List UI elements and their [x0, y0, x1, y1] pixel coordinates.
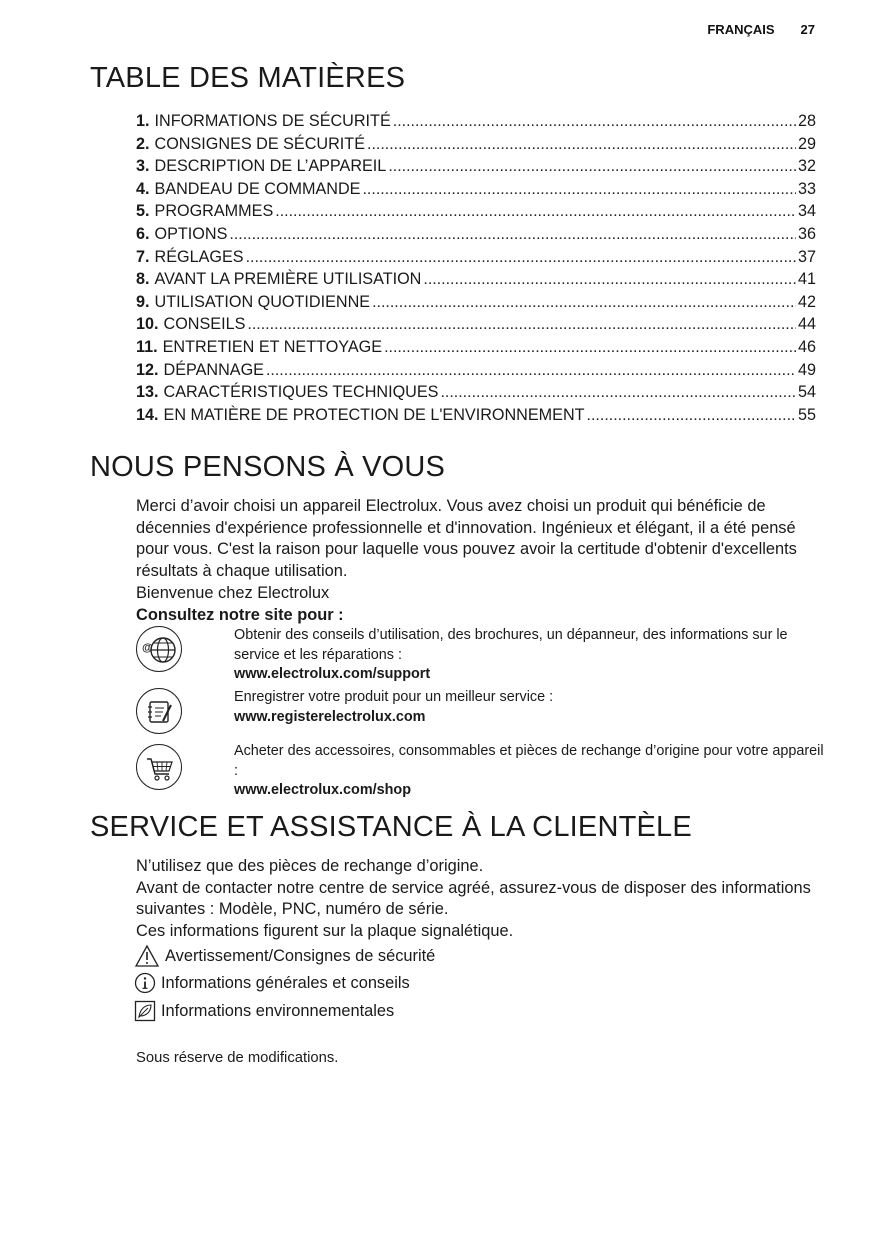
toc-entry[interactable] — [136, 200, 816, 223]
page-header — [707, 22, 815, 37]
shop-link-description: Acheter des accessoires, consommables et pièces de rechange d’origine pour votre appareil : — [234, 743, 824, 779]
toc-entry-number: 14. — [136, 405, 159, 424]
toc-entry[interactable] — [136, 268, 816, 291]
toc-entry-number: 1. — [136, 112, 150, 130]
support-link-url[interactable]: www.electrolux.com/support — [234, 666, 431, 682]
section-title-thinking: NOUS PENSONS À VOUS — [90, 451, 446, 483]
toc-leader — [362, 179, 796, 202]
toc-entry-page: 54 — [797, 383, 816, 402]
environment-leaf-icon — [134, 1000, 156, 1022]
toc-leader — [587, 405, 796, 428]
toc-entry-page: 36 — [797, 224, 816, 243]
svg-text:@: @ — [142, 642, 153, 654]
legend-info-label: Informations générales et conseils — [161, 973, 410, 992]
intro-paragraph: Merci d’avoir choisi un appareil Electrolux. Vous avez choisi un produit qui bénéficie de décennies d'expérience professionnelle et d'innovation. Ingénieux et élégant, il a été pensé pour vous. C'est la raison pour laquelle vous pouvez avoir la certitude d'obtenir d'excellents résultats à chaque utilisation. — [136, 497, 797, 581]
toc-entry-number: 10. — [136, 315, 159, 334]
legend-warning — [134, 944, 634, 968]
register-link-url[interactable]: www.registerelectrolux.com — [234, 708, 426, 725]
support-link-description: Obtenir des conseils d’utilisation, des brochures, un dépanneur, des informations sur le service et les réparations : — [234, 627, 788, 663]
toc-entry-number: 2. — [136, 134, 150, 153]
toc-entry[interactable] — [136, 223, 816, 246]
page-number: 27 — [800, 22, 815, 37]
toc-entry-page: 32 — [797, 157, 816, 176]
intro-text — [136, 496, 826, 626]
toc-entry-number: 5. — [136, 202, 150, 221]
toc-entry-label: DÉPANNAGE — [163, 360, 264, 379]
toc-leader — [393, 111, 796, 134]
toc-entry-label: RÉGLAGES — [154, 247, 244, 266]
toc-entry[interactable] — [136, 246, 816, 269]
toc-entry-label: AVANT LA PREMIÈRE UTILISATION — [154, 270, 422, 289]
toc-entry[interactable] — [136, 110, 816, 133]
toc-entry[interactable] — [136, 404, 816, 427]
toc-entry-page: 29 — [797, 134, 816, 153]
modification-note: Sous réserve de modifications. — [136, 1050, 339, 1066]
toc-leader — [384, 337, 796, 360]
toc-entry-page: 44 — [797, 315, 816, 334]
toc-leader — [266, 360, 796, 383]
toc-entry-number: 4. — [136, 179, 150, 198]
toc-entry[interactable] — [136, 133, 816, 156]
toc-entry-number: 11. — [136, 337, 158, 356]
toc-leader — [440, 382, 796, 405]
toc-entry-page: 55 — [797, 405, 816, 424]
info-icon — [134, 972, 156, 994]
legend-environment-label: Informations environnementales — [161, 1001, 395, 1020]
toc-entry[interactable] — [136, 291, 816, 314]
legend-warning-label: Avertissement/Consignes de sécurité — [165, 946, 436, 965]
legend-info — [134, 972, 634, 994]
toc-entry-page: 41 — [797, 270, 816, 289]
toc-leader — [246, 247, 796, 270]
service-line-parts: N’utilisez que des pièces de rechange d’origine. — [136, 857, 484, 875]
toc-entry-label: DESCRIPTION DE L’APPAREIL — [154, 157, 387, 176]
toc-entry-label: CARACTÉRISTIQUES TECHNIQUES — [163, 383, 439, 402]
toc-entry-label: UTILISATION QUOTIDIENNE — [154, 292, 371, 311]
toc-entry[interactable] — [136, 155, 816, 178]
toc-leader — [229, 224, 796, 247]
section-title-service: SERVICE ET ASSISTANCE À LA CLIENTÈLE — [90, 811, 692, 843]
web-globe-icon — [136, 626, 182, 672]
toc-entry[interactable] — [136, 178, 816, 201]
toc-entry[interactable] — [136, 336, 816, 359]
toc-entry-page: 28 — [797, 112, 816, 130]
register-link-description: Enregistrer votre produit pour un meilleur service : — [234, 689, 554, 705]
toc-entry-number: 13. — [136, 383, 159, 402]
toc-leader — [367, 134, 796, 157]
toc-entry[interactable] — [136, 381, 816, 404]
toc-entry[interactable] — [136, 313, 816, 336]
toc-entry[interactable] — [136, 359, 816, 382]
toc-entry-label: INFORMATIONS DE SÉCURITÉ — [154, 112, 391, 130]
toc-leader — [275, 201, 796, 224]
language-label: FRANÇAIS — [707, 22, 775, 37]
toc-entry-number: 3. — [136, 157, 150, 176]
welcome-line: Bienvenue chez Electrolux — [136, 583, 330, 602]
toc-entry-page: 34 — [797, 202, 816, 221]
toc-entry-label: PROGRAMMES — [154, 202, 274, 221]
shopping-cart-icon — [136, 744, 182, 790]
toc-entry-number: 8. — [136, 270, 150, 289]
table-of-contents — [136, 110, 816, 426]
register-product-icon — [136, 688, 182, 734]
toc-leader — [423, 269, 796, 292]
toc-entry-number: 6. — [136, 224, 150, 243]
toc-entry-page: 37 — [797, 247, 816, 266]
toc-entry-label: CONSEILS — [163, 315, 246, 334]
toc-entry-number: 9. — [136, 292, 150, 311]
toc-entry-label: ENTRETIEN ET NETTOYAGE — [162, 337, 383, 356]
toc-leader — [372, 292, 796, 315]
toc-entry-page: 33 — [797, 179, 816, 198]
toc-leader — [388, 156, 796, 179]
toc-entry-label: OPTIONS — [154, 224, 228, 243]
toc-entry-page: 46 — [797, 337, 816, 356]
toc-leader — [247, 314, 796, 337]
legend-environment — [134, 1000, 634, 1022]
service-line-contact: Avant de contacter notre centre de service agréé, assurez-vous de disposer des informations suivantes : Modèle, PNC, numéro de série. — [136, 878, 811, 919]
warning-triangle-icon — [134, 944, 160, 968]
shop-link-url[interactable]: www.electrolux.com/shop — [234, 782, 411, 798]
visit-site-label: Consultez notre site pour : — [136, 605, 344, 624]
toc-entry-label: EN MATIÈRE DE PROTECTION DE L'ENVIRONNEMENT — [163, 405, 585, 424]
toc-title: TABLE DES MATIÈRES — [90, 62, 406, 94]
toc-entry-number: 7. — [136, 247, 150, 266]
toc-entry-page: 49 — [797, 360, 816, 379]
service-line-plate: Ces informations figurent sur la plaque signalétique. — [136, 922, 514, 941]
toc-entry-number: 12. — [136, 360, 159, 379]
toc-entry-page: 42 — [797, 292, 816, 311]
toc-entry-label: BANDEAU DE COMMANDE — [154, 179, 361, 198]
service-text — [136, 856, 826, 943]
toc-entry-label: CONSIGNES DE SÉCURITÉ — [154, 134, 365, 153]
